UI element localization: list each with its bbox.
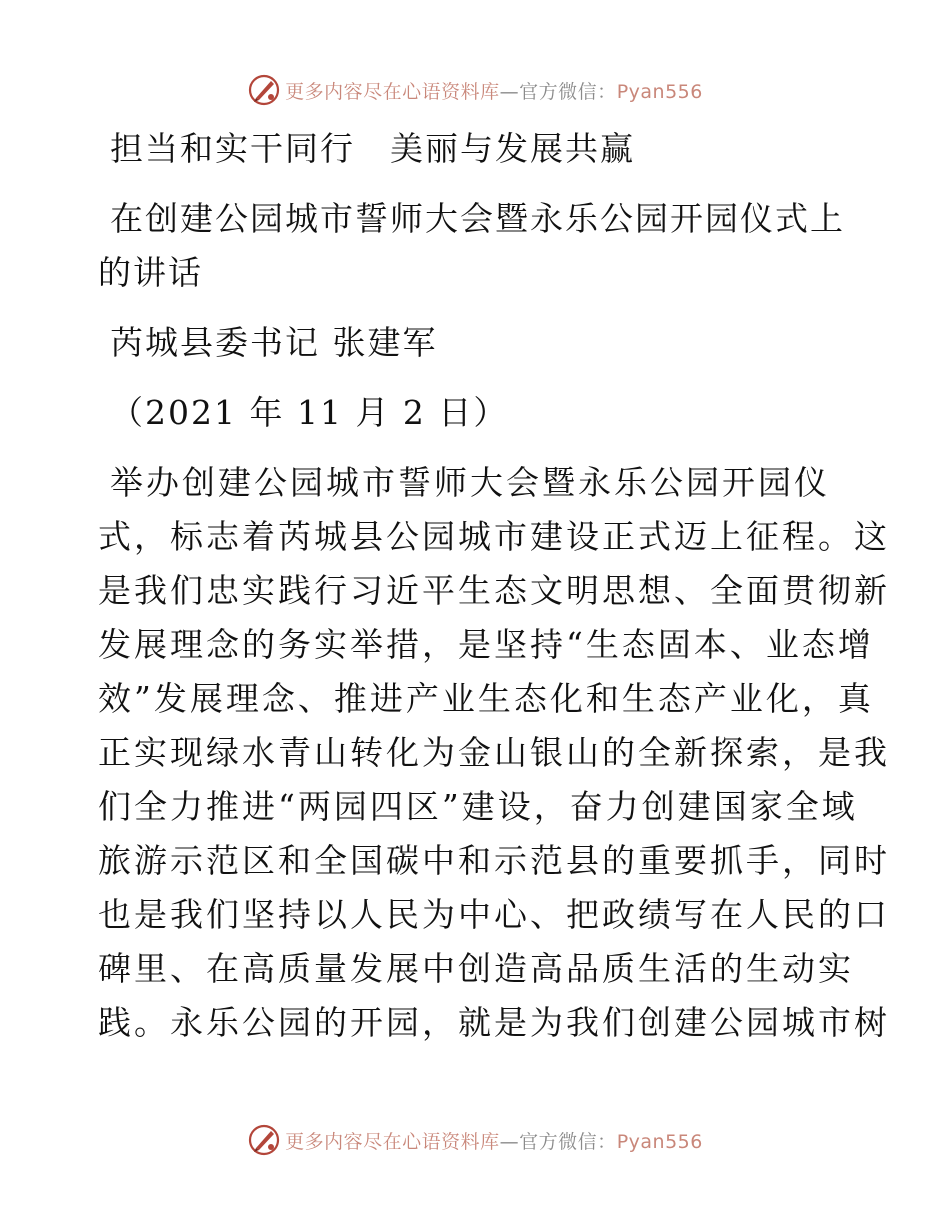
quill-pen-logo-icon [247, 1123, 281, 1157]
document-title: 担当和实干同行 美丽与发展共赢 [110, 129, 635, 168]
body-line: 践。永乐公园的开园，就是为我们创建公园城市树 [98, 1003, 890, 1042]
watermark-separator: — [499, 80, 520, 103]
document-author: 芮城县委书记 张建军 [110, 323, 438, 362]
watermark-separator: — [499, 1130, 520, 1153]
quill-pen-logo-icon [247, 73, 281, 107]
body-paragraph [98, 456, 890, 1050]
body-line: 旅游示范区和全国碳中和示范县的重要抓手，同时 [98, 841, 890, 880]
subtitle-line: 在创建公园城市誓师大会暨永乐公园开园仪式上 [110, 199, 845, 238]
body-line: 举办创建公园城市誓师大会暨永乐公园开园仪 [110, 463, 830, 502]
body-line: 碑里、在高质量发展中创造高品质生活的生动实 [98, 949, 854, 988]
document-date: （2021 年 11 月 2 日） [110, 393, 509, 432]
body-line: 发展理念的务实举措，是坚持“生态固本、业态增 [98, 625, 874, 664]
watermark-text [285, 77, 703, 104]
subtitle-line: 的讲话 [98, 253, 203, 292]
header-watermark [0, 70, 950, 110]
watermark-wechat-id: Pyan556 [616, 80, 703, 103]
watermark-main: 更多内容尽在心语资料库 [285, 80, 500, 103]
document-body [98, 122, 890, 1050]
watermark-wechat-label: 官方微信： [519, 1130, 617, 1153]
body-line: 效”发展理念、推进产业生态化和生态产业化，真 [98, 679, 874, 718]
body-line: 也是我们坚持以人民为中心、把政绩写在人民的口 [98, 895, 890, 934]
body-line: 是我们忠实践行习近平生态文明思想、全面贯彻新 [98, 571, 890, 610]
body-line: 式，标志着芮城县公园城市建设正式迈上征程。这 [98, 517, 890, 556]
footer-watermark [0, 1120, 950, 1160]
watermark-main: 更多内容尽在心语资料库 [285, 1130, 500, 1153]
body-line: 们全力推进“两园四区”建设，奋力创建国家全域 [98, 787, 858, 826]
watermark-text [285, 1127, 703, 1154]
watermark-wechat-id: Pyan556 [616, 1130, 703, 1153]
document-subtitle [98, 192, 858, 300]
body-line: 正实现绿水青山转化为金山银山的全新探索，是我 [98, 733, 890, 772]
watermark-wechat-label: 官方微信： [519, 80, 617, 103]
